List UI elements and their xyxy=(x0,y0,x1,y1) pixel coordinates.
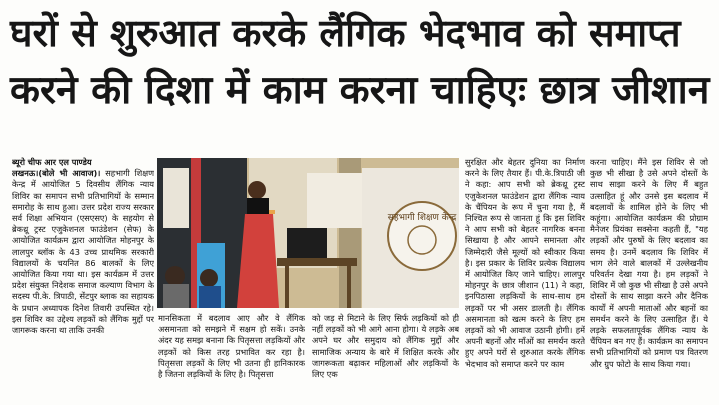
article-text-1: सहभागी शिक्षण केन्द्र में आयोजित 5 दिवसीय लैंगिक न्याय शिविर का समापन सभी प्रतिभागियों के सम्मान समारोह के साथ हुआ। उत्तर प्रदेश राज्य सरकार सर्व शिक्षा अभियान (एसएसए) के सहयोग से ब्रेकथ्रू ट्रस्ट एजुकेशनल फाउंडेशन (सेफ) के आयोजित कार्यक्रम द्वारा आयोजित मोहनपुर के लालपुर ब्लॉक के 43 उच्च प्राथमिक सरकारी विद्यालयों के चयनित 86 बालकों के लिए आयोजित किया गया था। इस कार्यक्रम में उत्तर प्रदेश संयुक्त निदेशक समाज कल्याण विभाग के सदस्य पी.के. त्रिपाठी, सेंटपुर ब्लाक का सहायक के प्रधान अध्यापक दिनेश तिवारी उपस्थित रहे। इस शिविर का उद्देश्य लड़कों को लैंगिक मुद्दों पर जागरूक करना था ताकि उनकी xyxy=(12,168,154,336)
byline: ब्यूरो चीफ आर एल पाण्डेय xyxy=(12,157,92,167)
article-column-5 xyxy=(590,157,708,402)
article-column-2 xyxy=(158,313,305,403)
headline xyxy=(10,10,710,116)
article-text-5: करना चाहिए। मैंने इस शिविर से जो कुछ भी सीखा है उसे अपने दोस्तों के साथ साझा करने के लिए मैं बहुत उत्साहित हूं और उनसे इस बदलाव में बदलावों के शामिल होने के लिए भी कहूंगा। आयोजित कार्यक्रम की प्रोग्राम मैनेजर प्रियंका सक्सेना कहती हैं, "यह लड़कों और पुरुषों के लिए बदलाव का समय है। उनमें बदलाव कि शिविर में भाग लेने वाले बालकों में उल्लेखनीय परिवर्तन देखा गया है। हम लड़कों ने शिविर में जो कुछ भी सीखा है उसे अपने दोस्तों के साथ साझा करने और दैनिक कार्यों में अपनी माताओं और बहनों का समर्थन करने के लिए उत्साहित हैं। ये लड़के सफलतापूर्वक लैंगिक न्याय के चैंपियन बन गए हैं। कार्यक्रम का समापन सभी प्रतिभागियों को प्रमाण पत्र वितरण और ग्रुप फोटो के साथ किया गया। xyxy=(590,157,708,369)
photo-banner-text: सहभागी शिक्षण केन्द्र xyxy=(387,213,457,223)
dateline: लखनऊ।(बोले भी आवाज)। xyxy=(12,168,101,179)
article-text-2: मानसिकता में बदलाव आए और वे लैंगिक असमानता को समझने में सक्षम हो सकें। उनके अंदर यह समझ बनाना कि पितृसत्ता लड़कियों और लड़कों को किस तरह प्रभावित कर रहा है। पितृसत्ता लड़कों के लिए भी उतना ही हानिकारक है जितना लड़कियों के लिए है। पितृसत्ता xyxy=(158,313,305,380)
article-text-4: सुरक्षित और बेहतर दुनिया का निर्माण करने के लिए तैयार हैं। पी.के.त्रिपाठी जी ने कहा: आप सभी को ब्रेकथ्रू ट्रस्ट एजुकेशनल फाउंडेशन द्वारा लैंगिक न्याय के चैंपियन के रूप में चुना गया है, मैं निश्चित रूप से जानता हूं कि इस शिविर ने आप सभी को बेहतर नागरिक बनना सिखाया है और आपने समानता और जिम्मेदारी जैसे मूल्यों को स्वीकार किया है। इस प्रकार के शिविर प्रत्येक विद्यालय में आयोजित किए जाने चाहिए। लालपुर मोहनपुर के छात्र जीशान (11) ने कहा, इनपिठासा लड़कियों के साथ-साथ हम लड़कों पर भी असर डालती है। लैंगिक असमानता को खत्म करने के लिए हम लड़कों को भी आवाज उठानी होगी। हमें अपनी बहनों और माँओं का समर्थन करते हुए अपने घरों से शुरुआत करके लैंगिक भेदभाव को समाप्त करने पर काम xyxy=(465,157,585,369)
headline-line-1: घरों से शुरुआत करके लैंगिक भेदभाव को समाप्त xyxy=(10,11,681,55)
article-text-3: को जड़ से मिटाने के लिए सिर्फ लड़कियों को ही नहीं लड़कों को भी आगे आना होगा। ये लड़के अब अपने घर और समुदाय को लैंगिक मुद्दों और सामाजिक अन्याय के बारे में शिक्षित करके और जागरूकता बढ़ाकर महिलाओं और लड़कियों के लिए एक xyxy=(312,313,459,380)
article-column-1 xyxy=(12,157,154,402)
headline-line-2: करने की दिशा में काम करना चाहिएः छात्र जीशान xyxy=(10,68,710,113)
event-photo xyxy=(157,158,459,308)
article-column-4 xyxy=(465,157,585,402)
article-column-3 xyxy=(312,313,459,403)
event-photo-image xyxy=(157,158,459,308)
